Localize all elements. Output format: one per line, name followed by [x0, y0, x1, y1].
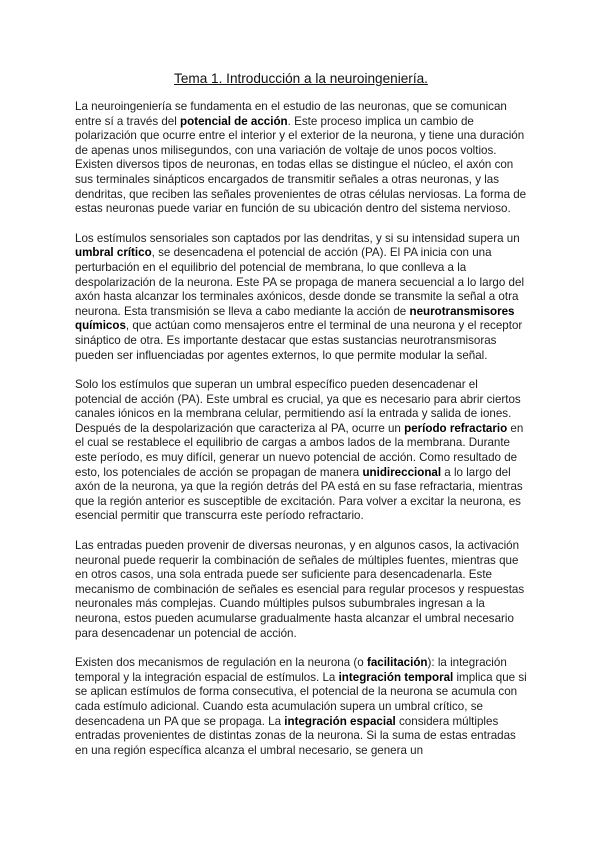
bold-term: unidireccional	[362, 465, 442, 479]
paragraph	[75, 539, 527, 641]
paragraph-text: en el cual se restablece el equilibrio de cargas a ambos lados de la membrana. Durante este período, es muy difícil, generar un nuevo potencial de acción. Como resultado de esto, los potenciales de acción se propagan de manera	[75, 421, 524, 479]
paragraph-text: considera múltiples entradas provenientes de distintas zonas de la neurona. Si la suma de estas entradas en una región específica alcanza el umbral necesario, se genera un	[75, 714, 516, 757]
paragraph-text: La neuroingeniería se fundamenta en el estudio de las neuronas, que se comunican entre sí a través del	[75, 100, 507, 128]
paragraph	[75, 656, 527, 758]
paragraph-text: . Este proceso implica un cambio de polarización que ocurre entre el interior y el exterior de la neurona, y tiene una duración de apenas unos milisegundos, con una variación de voltaje de unos pocos voltios. Existen diversos tipos de neuronas, en todas ellas se distingue el núcleo, el axón con sus terminales sinápticos encargados de transmitir señales a otras neuronas, y las dendritas, que reciben las señales provenientes de otras células nerviosas. La forma de estas neuronas puede variar en función de su ubicación dentro del sistema nervioso.	[75, 114, 527, 216]
paragraph	[75, 378, 527, 524]
paragraph-text: Las entradas pueden provenir de diversas neuronas, y en algunos casos, la activación neuronal puede requerir la combinación de señales de múltiples fuentes, mientras que en otros casos, una sola entrada puede ser suficiente para desencadenarla. Este mecanismo de combinación de señales es esencial para regular procesos y respuestas neuronales más complejas. Cuando múltiples pulsos subumbrales ingresan a la neurona, estos pueden acumularse gradualmente hasta alcanzar el umbral necesario para desencadenar un potencial de acción.	[75, 539, 525, 640]
paragraph	[75, 232, 527, 363]
bold-term: facilitación	[366, 656, 428, 670]
bold-term: integración espacial	[284, 714, 396, 728]
paragraph-text: Los estímulos sensoriales son captados por las dendritas, y si su intensidad supera un	[75, 231, 520, 245]
bold-term: período refractario	[404, 421, 508, 435]
bold-term: potencial de acción	[180, 114, 288, 128]
document-page	[75, 70, 527, 773]
bold-term: neurotransmisores químicos	[75, 304, 515, 333]
paragraph	[75, 100, 527, 217]
paragraph-text: , que actúan como mensajeros entre el terminal de una neurona y el receptor sináptico de otra. Es importante destacar que estas sustancias neurotransmisoras pueden ser influenciadas por agentes externos, lo que permite modular la señal.	[75, 319, 523, 362]
document-body	[75, 100, 527, 758]
paragraph-text: implica que si se aplican estímulos de forma consecutiva, el potencial de la neurona se acumula con cada estímulo adicional. Cuando esta acumulación supera un umbral crítico, se desencadena un PA que se propaga. La	[75, 670, 527, 728]
paragraph-text: ): la integración temporal y la integración espacial de estímulos. La	[75, 656, 507, 684]
paragraph-text: , se desencadena el potencial de acción (PA). El PA inicia con una perturbación en el equilibrio del potencial de membrana, lo que conlleva a la despolarización de la neurona. Este PA se propaga de manera secuencial a lo largo del axón hasta alcanzar los terminales axónicos, desde donde se transmite la señal a otra neurona. Esta transmisión se lleva a cabo mediante la acción de	[75, 246, 525, 318]
paragraph-text: Solo los estímulos que superan un umbral específico pueden desencadenar el potencial de acción (PA). Este umbral es crucial, ya que es necesario para abrir ciertos canales iónicos en la membrana celular, permitiendo así la entrada y salida de iones. Después de la despolarización que caracteriza al PA, ocurre un	[75, 378, 521, 435]
page-title: Tema 1. Introducción a la neuroingeniería.	[174, 71, 428, 86]
bold-term: umbral crítico	[75, 246, 152, 260]
bold-term: integración temporal	[338, 670, 454, 684]
paragraph-text: a lo largo del axón de la neurona, ya que la región detrás del PA está en su fase refractaria, mientras que la región anterior es susceptible de excitación. Para volver a excitar la neurona, es esencial permitir que transcurra este período refractario.	[75, 465, 523, 523]
paragraph-text: Existen dos mecanismos de regulación en la neurona (o	[75, 656, 367, 670]
